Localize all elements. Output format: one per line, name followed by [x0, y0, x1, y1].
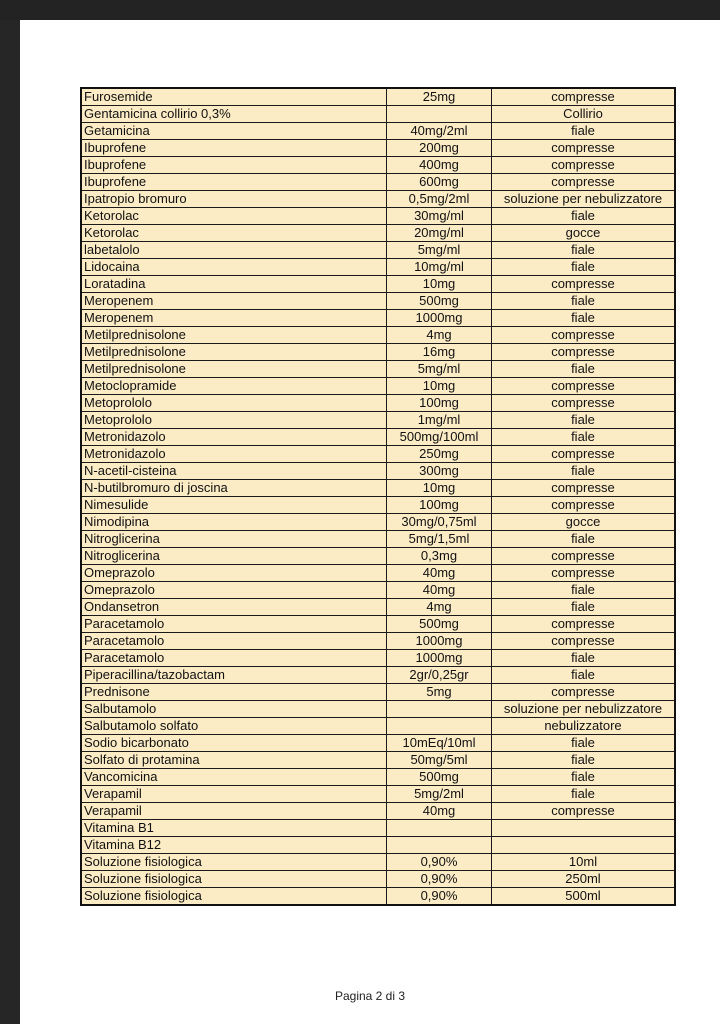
table-row — [81, 140, 675, 157]
form-cell: soluzione per nebulizzatore — [492, 191, 676, 208]
document-page — [20, 20, 720, 1024]
drug-name-cell: Verapamil — [81, 786, 387, 803]
drug-name-cell: Meropenem — [81, 293, 387, 310]
table-row — [81, 208, 675, 225]
drug-name-cell: Meropenem — [81, 310, 387, 327]
form-cell: compresse — [492, 548, 676, 565]
drug-name-cell: N-acetil-cisteina — [81, 463, 387, 480]
drug-name-cell: Ondansetron — [81, 599, 387, 616]
drug-name-cell: Ibuprofene — [81, 157, 387, 174]
dosage-cell: 10mg — [387, 378, 492, 395]
drug-name-cell: Loratadina — [81, 276, 387, 293]
dosage-cell: 300mg — [387, 463, 492, 480]
table-row — [81, 582, 675, 599]
dosage-cell: 40mg — [387, 565, 492, 582]
drug-name-cell: Metilprednisolone — [81, 361, 387, 378]
table-row — [81, 718, 675, 735]
table-row — [81, 157, 675, 174]
form-cell: fiale — [492, 123, 676, 140]
table-row — [81, 684, 675, 701]
table-row — [81, 191, 675, 208]
dosage-cell: 10mg — [387, 276, 492, 293]
viewer-left-bar — [0, 20, 20, 1024]
drug-name-cell: Ibuprofene — [81, 174, 387, 191]
page-footer: Pagina 2 di 3 — [334, 989, 406, 1003]
form-cell: gocce — [492, 225, 676, 242]
table-row — [81, 888, 675, 906]
form-cell: compresse — [492, 174, 676, 191]
table-row — [81, 225, 675, 242]
table-row — [81, 514, 675, 531]
dosage-cell — [387, 820, 492, 837]
form-cell: fiale — [492, 531, 676, 548]
medication-table — [80, 87, 676, 906]
dosage-cell: 30mg/0,75ml — [387, 514, 492, 531]
form-cell: fiale — [492, 242, 676, 259]
dosage-cell: 500mg — [387, 616, 492, 633]
form-cell: fiale — [492, 752, 676, 769]
table-row — [81, 633, 675, 650]
form-cell: compresse — [492, 344, 676, 361]
dosage-cell: 10mEq/10ml — [387, 735, 492, 752]
drug-name-cell: Nimesulide — [81, 497, 387, 514]
drug-name-cell: Omeprazolo — [81, 582, 387, 599]
form-cell — [492, 837, 676, 854]
table-row — [81, 446, 675, 463]
drug-name-cell: Soluzione fisiologica — [81, 871, 387, 888]
drug-name-cell: Vitamina B1 — [81, 820, 387, 837]
drug-name-cell: Furosemide — [81, 88, 387, 106]
drug-name-cell: Metoprololo — [81, 395, 387, 412]
form-cell: fiale — [492, 463, 676, 480]
dosage-cell — [387, 701, 492, 718]
form-cell: fiale — [492, 361, 676, 378]
table-row — [81, 344, 675, 361]
dosage-cell: 10mg — [387, 480, 492, 497]
dosage-cell: 5mg/ml — [387, 361, 492, 378]
drug-name-cell: Paracetamolo — [81, 616, 387, 633]
form-cell: compresse — [492, 140, 676, 157]
form-cell: fiale — [492, 667, 676, 684]
drug-name-cell: Verapamil — [81, 803, 387, 820]
dosage-cell: 5mg/1,5ml — [387, 531, 492, 548]
dosage-cell: 500mg — [387, 769, 492, 786]
table-row — [81, 412, 675, 429]
drug-name-cell: Paracetamolo — [81, 633, 387, 650]
drug-name-cell: Soluzione fisiologica — [81, 888, 387, 906]
dosage-cell: 0,90% — [387, 854, 492, 871]
dosage-cell: 1mg/ml — [387, 412, 492, 429]
dosage-cell: 40mg — [387, 582, 492, 599]
table-row — [81, 88, 675, 106]
form-cell: compresse — [492, 378, 676, 395]
table-row — [81, 769, 675, 786]
table-row — [81, 616, 675, 633]
form-cell: fiale — [492, 310, 676, 327]
form-cell: fiale — [492, 293, 676, 310]
form-cell: Collirio — [492, 106, 676, 123]
dosage-cell: 0,90% — [387, 888, 492, 906]
form-cell: 250ml — [492, 871, 676, 888]
table-row — [81, 276, 675, 293]
drug-name-cell: Salbutamolo — [81, 701, 387, 718]
table-row — [81, 565, 675, 582]
dosage-cell: 100mg — [387, 395, 492, 412]
drug-name-cell: Metronidazolo — [81, 446, 387, 463]
dosage-cell: 0,3mg — [387, 548, 492, 565]
drug-name-cell: Nitroglicerina — [81, 531, 387, 548]
dosage-cell: 100mg — [387, 497, 492, 514]
table-row — [81, 463, 675, 480]
dosage-cell: 0,90% — [387, 871, 492, 888]
table-row — [81, 310, 675, 327]
drug-name-cell: Nimodipina — [81, 514, 387, 531]
drug-name-cell: Metilprednisolone — [81, 327, 387, 344]
table-row — [81, 786, 675, 803]
dosage-cell: 20mg/ml — [387, 225, 492, 242]
table-row — [81, 123, 675, 140]
form-cell: 10ml — [492, 854, 676, 871]
dosage-cell: 200mg — [387, 140, 492, 157]
form-cell: compresse — [492, 327, 676, 344]
form-cell: fiale — [492, 208, 676, 225]
drug-name-cell: Ketorolac — [81, 225, 387, 242]
form-cell: compresse — [492, 633, 676, 650]
viewer-top-bar — [0, 0, 720, 20]
table-row — [81, 837, 675, 854]
dosage-cell: 5mg/ml — [387, 242, 492, 259]
drug-name-cell: Paracetamolo — [81, 650, 387, 667]
table-row — [81, 174, 675, 191]
dosage-cell: 30mg/ml — [387, 208, 492, 225]
table-row — [81, 242, 675, 259]
drug-name-cell: Piperacillina/tazobactam — [81, 667, 387, 684]
form-cell: gocce — [492, 514, 676, 531]
table-row — [81, 752, 675, 769]
dosage-cell — [387, 106, 492, 123]
dosage-cell: 1000mg — [387, 650, 492, 667]
form-cell: compresse — [492, 276, 676, 293]
drug-name-cell: Vancomicina — [81, 769, 387, 786]
drug-name-cell: Salbutamolo solfato — [81, 718, 387, 735]
table-row — [81, 293, 675, 310]
drug-name-cell: Metilprednisolone — [81, 344, 387, 361]
table-row — [81, 650, 675, 667]
dosage-cell: 600mg — [387, 174, 492, 191]
drug-name-cell: labetalolo — [81, 242, 387, 259]
dosage-cell: 1000mg — [387, 310, 492, 327]
drug-name-cell: Soluzione fisiologica — [81, 854, 387, 871]
dosage-cell: 0,5mg/2ml — [387, 191, 492, 208]
form-cell: compresse — [492, 497, 676, 514]
table-row — [81, 701, 675, 718]
table-row — [81, 395, 675, 412]
drug-name-cell: Nitroglicerina — [81, 548, 387, 565]
form-cell — [492, 820, 676, 837]
dosage-cell: 2gr/0,25gr — [387, 667, 492, 684]
table-row — [81, 735, 675, 752]
dosage-cell: 25mg — [387, 88, 492, 106]
dosage-cell: 500mg/100ml — [387, 429, 492, 446]
table-row — [81, 259, 675, 276]
table-row — [81, 531, 675, 548]
drug-name-cell: Vitamina B12 — [81, 837, 387, 854]
form-cell: compresse — [492, 803, 676, 820]
form-cell: compresse — [492, 88, 676, 106]
form-cell: compresse — [492, 565, 676, 582]
dosage-cell: 4mg — [387, 599, 492, 616]
drug-name-cell: Getamicina — [81, 123, 387, 140]
form-cell: compresse — [492, 395, 676, 412]
drug-name-cell: Gentamicina collirio 0,3% — [81, 106, 387, 123]
dosage-cell: 250mg — [387, 446, 492, 463]
drug-name-cell: Metronidazolo — [81, 429, 387, 446]
dosage-cell: 40mg — [387, 803, 492, 820]
form-cell: fiale — [492, 582, 676, 599]
form-cell: fiale — [492, 429, 676, 446]
medication-table-body — [81, 88, 675, 905]
dosage-cell: 16mg — [387, 344, 492, 361]
table-row — [81, 497, 675, 514]
form-cell: nebulizzatore — [492, 718, 676, 735]
dosage-cell: 5mg — [387, 684, 492, 701]
drug-name-cell: N-butilbromuro di joscina — [81, 480, 387, 497]
form-cell: fiale — [492, 769, 676, 786]
table-row — [81, 480, 675, 497]
form-cell: fiale — [492, 735, 676, 752]
form-cell: compresse — [492, 684, 676, 701]
form-cell: 500ml — [492, 888, 676, 906]
dosage-cell: 400mg — [387, 157, 492, 174]
dosage-cell — [387, 718, 492, 735]
table-row — [81, 378, 675, 395]
dosage-cell: 5mg/2ml — [387, 786, 492, 803]
dosage-cell: 40mg/2ml — [387, 123, 492, 140]
form-cell: compresse — [492, 616, 676, 633]
dosage-cell — [387, 837, 492, 854]
table-row — [81, 820, 675, 837]
form-cell: fiale — [492, 599, 676, 616]
dosage-cell: 10mg/ml — [387, 259, 492, 276]
table-row — [81, 327, 675, 344]
form-cell: soluzione per nebulizzatore — [492, 701, 676, 718]
form-cell: fiale — [492, 412, 676, 429]
table-row — [81, 106, 675, 123]
dosage-cell: 4mg — [387, 327, 492, 344]
drug-name-cell: Ibuprofene — [81, 140, 387, 157]
form-cell: fiale — [492, 786, 676, 803]
table-row — [81, 548, 675, 565]
table-row — [81, 871, 675, 888]
drug-name-cell: Ipatropio bromuro — [81, 191, 387, 208]
drug-name-cell: Metoprololo — [81, 412, 387, 429]
dosage-cell: 50mg/5ml — [387, 752, 492, 769]
dosage-cell: 1000mg — [387, 633, 492, 650]
drug-name-cell: Omeprazolo — [81, 565, 387, 582]
form-cell: fiale — [492, 650, 676, 667]
drug-name-cell: Prednisone — [81, 684, 387, 701]
table-row — [81, 429, 675, 446]
drug-name-cell: Lidocaina — [81, 259, 387, 276]
table-row — [81, 854, 675, 871]
table-row — [81, 599, 675, 616]
table-row — [81, 361, 675, 378]
form-cell: compresse — [492, 480, 676, 497]
table-row — [81, 803, 675, 820]
table-row — [81, 667, 675, 684]
drug-name-cell: Sodio bicarbonato — [81, 735, 387, 752]
drug-name-cell: Solfato di protamina — [81, 752, 387, 769]
drug-name-cell: Metoclopramide — [81, 378, 387, 395]
form-cell: compresse — [492, 157, 676, 174]
drug-name-cell: Ketorolac — [81, 208, 387, 225]
dosage-cell: 500mg — [387, 293, 492, 310]
form-cell: fiale — [492, 259, 676, 276]
form-cell: compresse — [492, 446, 676, 463]
